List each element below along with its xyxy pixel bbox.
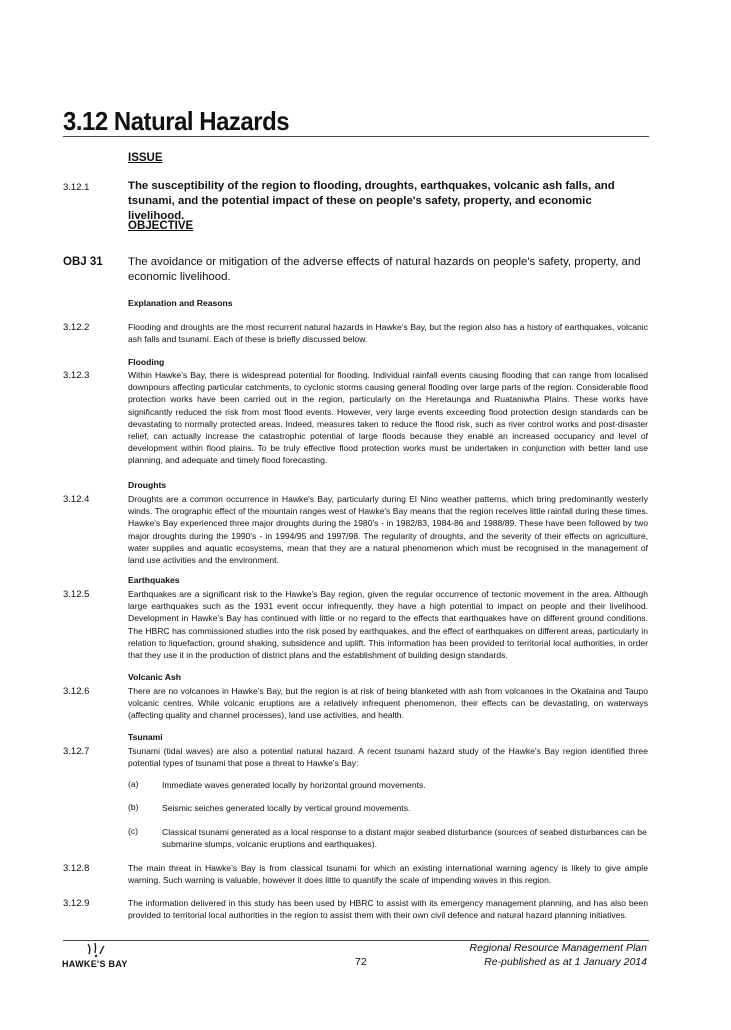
- heading-rule: [63, 136, 649, 137]
- paragraph-number: 3.12.5: [63, 589, 90, 600]
- paragraph-text: There are no volcanoes in Hawke's Bay, but the region is at risk of being blanketed with ash from volcanoes in the Okataina and Taupo volcanic centres. While volcanic eruptions are a relatively infrequent phenomenon, their effects can be devastating, on waterways (affecting quality and channel processes), land use activities, and health.: [128, 686, 648, 721]
- subheading-volcanic-ash: Volcanic Ash: [128, 672, 182, 682]
- subheading-tsunami: Tsunami: [128, 732, 163, 742]
- paragraph-number: 3.12.4: [63, 494, 90, 505]
- issue-label: ISSUE: [128, 152, 163, 164]
- page-number: 72: [355, 956, 367, 968]
- explanation-heading: Explanation and Reasons: [128, 298, 233, 308]
- paragraph-number: 3.12.8: [63, 863, 90, 874]
- plan-title: Regional Resource Management Plan: [469, 942, 647, 954]
- list-item: Seismic seiches generated locally by vertical ground movements.: [162, 803, 411, 813]
- paragraph-number: 3.12.7: [63, 746, 90, 757]
- paragraph-text: Earthquakes are a significant risk to the Hawke's Bay region, given the regular occurrence of tectonic movement in the area. Although large earthquakes such as the 1931 event occur infrequently, they have a high potential to impact on people and their livelihood. Development in Hawke's Bay has continued with little or no regard to the effects that earthquakes have on different ground conditions. The HBRC has commissioned studies into the risk posed by earthquakes, and the effect of earthquakes on different areas, particularly in relation to liquefaction, ground shaking, subsidence and uplift. This information has been provided to territorial local authorities, in order that they use it in the production of district plans and the establishment of building design standards.: [128, 589, 648, 661]
- objective-text: The avoidance or mitigation of the adverse effects of natural hazards on people's safety, property, and economic livelihood.: [128, 256, 641, 283]
- republished-date: Re-published as at 1 January 2014: [484, 956, 647, 968]
- issue-text: The susceptibility of the region to flooding, droughts, earthquakes, volcanic ash falls, and tsunami, and the potential impact of these on people's safety, property, and economic livelihood.: [128, 180, 615, 222]
- paragraph-number: 3.12.9: [63, 898, 90, 909]
- list-item: Immediate waves generated locally by horizontal ground movements.: [162, 780, 426, 790]
- paragraph-text: The main threat in Hawke's Bay is from classical tsunami for which an existing international warning agency is likely to give ample warning. Such warning is valuable, however it does little to quantify the scale of impending waves in this region.: [128, 863, 648, 886]
- list-item-letter: (a): [128, 779, 139, 789]
- list-item: Classical tsunami generated as a local response to a distant major seabed disturbance (sources of seabed disturbances can be submarine slumps, volcanic eruptions and earthquakes).: [162, 827, 647, 850]
- paragraph-number: 3.12.6: [63, 686, 90, 697]
- paragraph-text: Flooding and droughts are the most recurrent natural hazards in Hawke's Bay, but the region also has a history of earthquakes, volcanic ash falls and tsunami. Each of these is briefly discussed below.: [128, 322, 648, 345]
- paragraph-number: 3.12.2: [63, 322, 90, 333]
- subheading-earthquakes: Earthquakes: [128, 575, 180, 585]
- logo-text: HAWKE'S BAY: [62, 959, 128, 969]
- paragraph-text: Tsunami (tidal waves) are also a potential natural hazard. A recent tsunami hazard study of the Hawke's Bay region identified three potential types of tsunami that pose a threat to Hawke's Bay:: [128, 746, 648, 769]
- subheading-flooding: Flooding: [128, 357, 165, 367]
- paragraph-text: Within Hawke's Bay, there is widespread potential for flooding. Individual rainfall events causing flooding that can range from localised downpours affecting particular catchments, to cyclonic storms causing general flooding over large parts of the region. Considerable flood protection works have been carried out in the region, particularly on the Heretaunga and Ruataniwha Plains. These works have significantly reduced the risk from most flood events. However, very large events exceeding flood protection design standards can be devastating to normally protected areas. Indeed, measures taken to reduce the flood risk, such as river control works and post-disaster relief, can actually increase the catastrophic potential of large floods because they enable an increased occupancy and level of development within flood plains. To be truly effective flood protection works must be undertaken in conjunction with better land use planning, and adequate and timely flood forecasting.: [128, 370, 648, 466]
- objective-number: OBJ 31: [63, 256, 103, 268]
- list-item-letter: (c): [128, 826, 139, 836]
- objective-label: OBJECTIVE: [128, 220, 194, 232]
- paragraph-text: Droughts are a common occurrence in Hawke's Bay, particularly during El Nino weather patterns, which bring predominantly westerly winds. The orographic effect of the mountain ranges west of Hawke's Bay means that the region receives little rainfall during these times. Hawke's Bay experienced three major droughts during the 1980's - in 1982/83, 1984-86 and 1988/89. These have been followed by two major droughts during the 1990's - in 1994/95 and 1997/98. The regularity of droughts, and the severity of their effects on agriculture, water supplies and aquatic ecosystems, mean that they are a natural phenomenon which must be recognised in the management of land use activities and the environment.: [128, 494, 648, 566]
- section-title: 3.12 Natural Hazards: [63, 106, 290, 136]
- subheading-droughts: Droughts: [128, 480, 167, 490]
- paragraph-number: 3.12.3: [63, 370, 90, 381]
- paragraph-text: The information delivered in this study has been used by HBRC to assist with its emergency management planning, and has also been provided to territorial local authorities in the region to assist them with their own civil defence and natural hazard planning initiatives.: [128, 898, 648, 921]
- list-item-letter: (b): [128, 802, 139, 812]
- issue-number: 3.12.1: [63, 182, 90, 193]
